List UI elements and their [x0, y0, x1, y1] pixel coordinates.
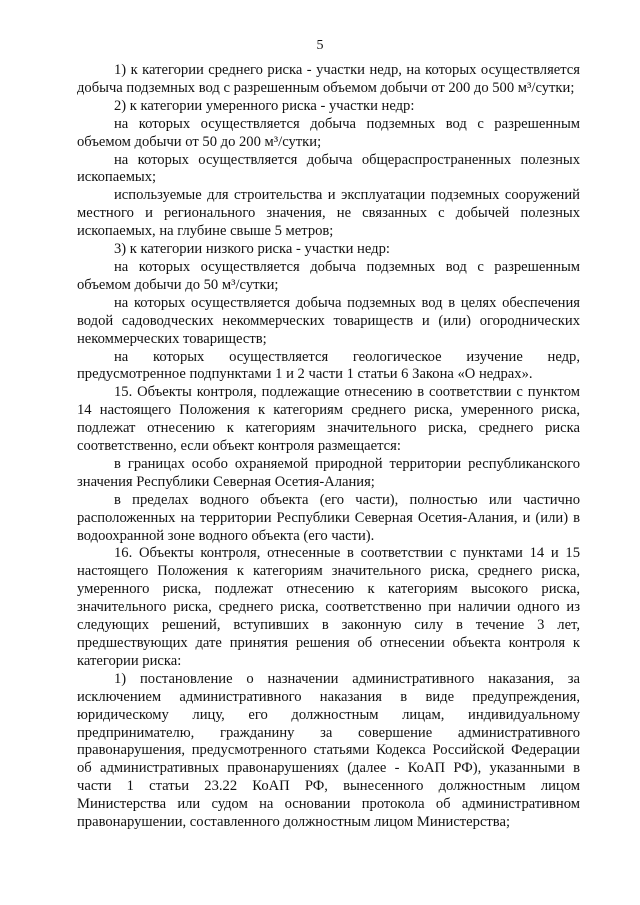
paragraph-moderate-underground-structures: используемые для строительства и эксплуатации подземных сооружений местного и регионального значения, не связанных с добычей полезных ископаемых, на глубине свыше 5 метров;	[77, 187, 580, 240]
paragraph-low-garden-partnerships: на которых осуществляется добыча подземных вод в целях обеспечения водой садоводческих некоммерческих товариществ и (или) огороднических некоммерческих товариществ;	[77, 294, 580, 347]
document-body	[77, 62, 580, 832]
paragraph-moderate-groundwater: на которых осуществляется добыча подземных вод с разрешенным объемом добычи от 50 до 200 м³/сутки;	[77, 115, 580, 150]
paragraph-section-16: 16. Объекты контроля, отнесенные в соответствии с пунктами 14 и 15 настоящего Положения к категориям значительного риска, среднего риска, умеренного риска, подлежат отнесению к категориям высокого риска, значительного риска, среднего риска, соответственно при наличии одного из следующих решений, вступивших в законную силу в течение 3 лет, предшествующих дате принятия решения об отнесении объекта контроля к категории риска:	[77, 545, 580, 669]
paragraph-low-groundwater: на которых осуществляется добыча подземных вод с разрешенным объемом добычи до 50 м³/сутки;	[77, 258, 580, 293]
page-number: 5	[316, 38, 324, 53]
paragraph-category-moderate-risk: 2) к категории умеренного риска - участки недр:	[114, 97, 415, 114]
paragraph-category-medium-risk: 1) к категории среднего риска - участки недр, на которых осуществляется добыча подземных вод с разрешенным объемом добычи от 200 до 500 м³/сутки;	[77, 62, 580, 96]
paragraph-protected-territory: в границах особо охраняемой природной территории республиканского значения Республики Северная Осетия-Алания;	[77, 455, 580, 490]
paragraph-low-geological-study: на которых осуществляется геологическое изучение недр, предусмотренное подпунктами 1 и 2 части 1 статьи 6 Закона «О недрах».	[77, 348, 580, 383]
paragraph-administrative-penalty: 1) постановление о назначении административного наказания, за исключением административного наказания в виде предупреждения, юридическому лицу, его должностным лицам, индивидуальному предпринимателю, гражданину за совершение административного правонарушения, предусмотренного статьями Кодекса Российской Федерации об административных правонарушениях (далее - КоАП РФ), указанными в части 1 статьи 23.22 КоАП РФ, вынесенного должностным лицом Министерства или судом на основании протокола об административном правонарушении, составленного должностным лицом Министерства;	[77, 670, 580, 831]
paragraph-category-low-risk: 3) к категории низкого риска - участки недр:	[114, 241, 390, 258]
paragraph-section-15: 15. Объекты контроля, подлежащие отнесению в соответствии с пунктом 14 настоящего Положения к категориям среднего риска, умеренного риска, подлежат отнесению к категориям значительного риска, среднего риска соответственно, если объект контроля размещается:	[77, 384, 580, 455]
paragraph-moderate-common-minerals: на которых осуществляется добыча общераспространенных полезных ископаемых;	[77, 151, 580, 186]
paragraph-water-body: в пределах водного объекта (его части), полностью или частично расположенных на территории Республики Северная Осетия-Алания, и (или) в водоохранной зоне водного объекта (его части).	[77, 491, 580, 544]
